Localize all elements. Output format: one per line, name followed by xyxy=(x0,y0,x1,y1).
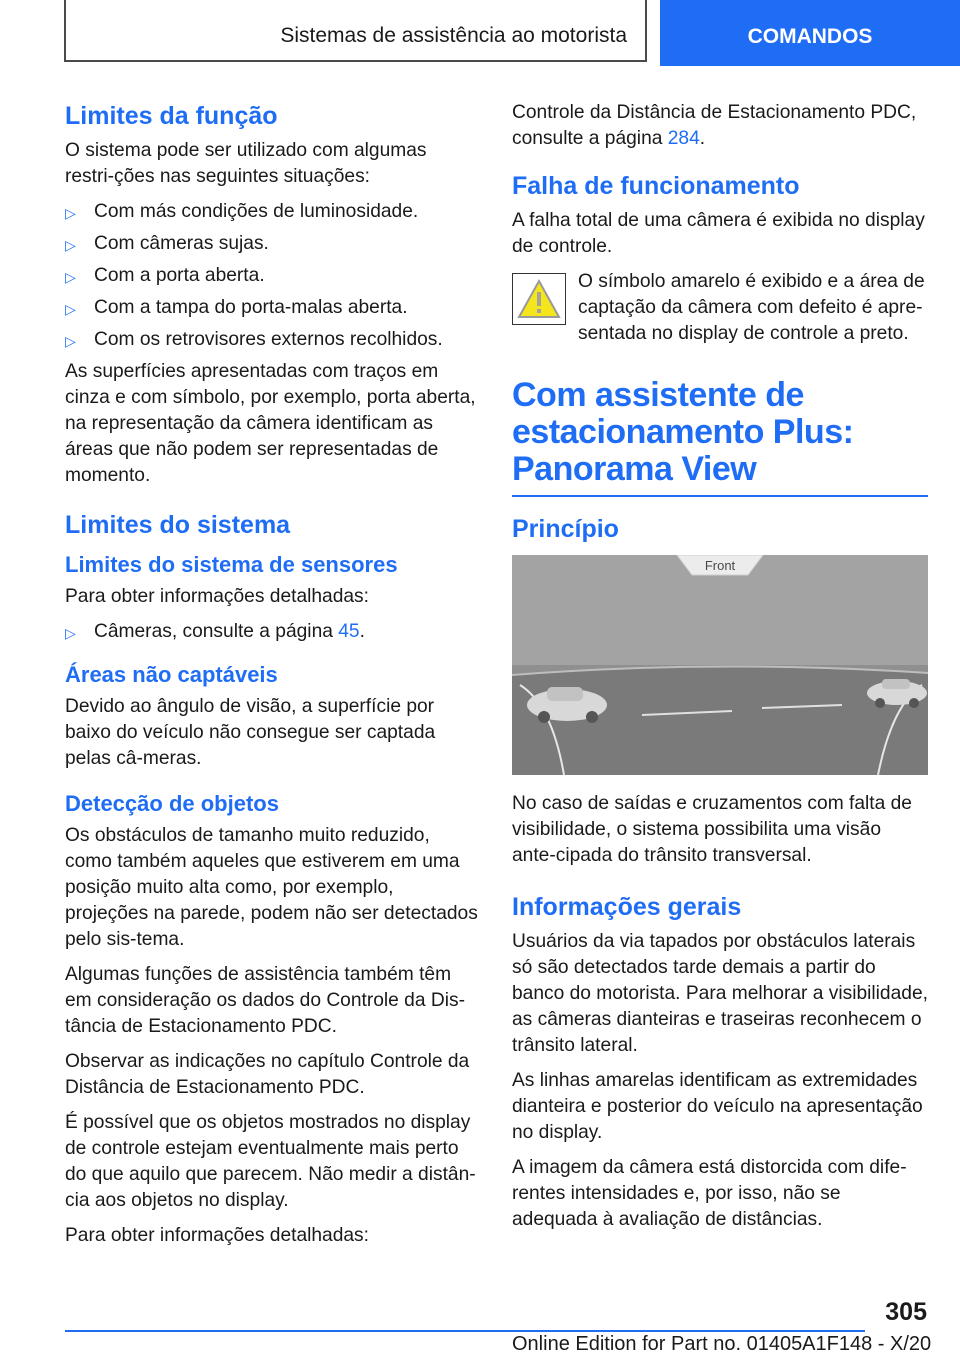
list-item: ▷ Câmeras, consulte a página 45. xyxy=(65,619,479,645)
right-column xyxy=(512,100,928,1242)
page-link-45[interactable]: 45 xyxy=(338,621,360,642)
chapter-label: COMANDOS xyxy=(747,25,873,48)
paragraph-more-info: Para obter informações detalhadas: xyxy=(65,586,369,607)
chapter-heading: Com assistente de estacionamento Plus: Panorama View xyxy=(512,376,854,488)
paragraph-failure: A falha total de uma câmera é exibida no display de controle. xyxy=(512,210,925,257)
paragraph-general-3: A imagem da câmera está distorcida com dife-rentes intensidades e, por isso, não se adequada à avaliação de distâncias. xyxy=(512,1157,907,1230)
paragraph-more-info-2: Para obter informações detalhadas: xyxy=(65,1225,369,1246)
section-title: Sistemas de assistência ao motorista xyxy=(280,24,627,47)
list-item: ▷ Com câmeras sujas. xyxy=(65,231,479,257)
heading-principle: Princípio xyxy=(512,515,619,543)
page-header xyxy=(0,0,960,66)
paragraph-surfaces: As superfícies apresentadas com traços em cinza e com símbolo, por exemplo, porta aberta, na representação da câmera identificam as áreas que não podem ser representadas de momento. xyxy=(65,361,476,486)
paragraph-functions: Algumas funções de assistência também têm em consideração os dados do Controle da Dis-tância de Estacionamento PDC. xyxy=(65,964,465,1037)
paragraph-general-2: As linhas amarelas identificam as extremidades dianteira e posterior do veículo na apresentação no display. xyxy=(512,1070,923,1143)
paragraph-observe: Observar as indicações no capítulo Controle da Distância de Estacionamento PDC. xyxy=(65,1051,470,1098)
paragraph-possible: É possível que os objetos mostrados no display de controle estejam eventualmente mais perto do que aquilo que parecem. Não medir a distân-cia aos objetos no display. xyxy=(65,1112,476,1211)
left-column xyxy=(65,100,479,1258)
list-item: ▷ Com más condições de luminosidade. xyxy=(65,199,479,225)
bullet-triangle-icon: ▷ xyxy=(65,625,76,641)
heading-general-info: Informações gerais xyxy=(512,893,742,921)
camera-front-label: Front xyxy=(704,558,736,573)
heading-failure: Falha de funcionamento xyxy=(512,172,800,200)
page-number: 305 xyxy=(885,1298,927,1326)
paragraph-intro: O sistema pode ser utilizado com algumas restri-ções nas seguintes situações: xyxy=(65,140,427,187)
cameras-list xyxy=(65,619,479,645)
paragraph-detect: Os obstáculos de tamanho muito reduzido, como também aqueles que estiverem em uma posição muito alta como, por exemplo, projeções na parede, podem não ser detectados pelo sis-tema. xyxy=(65,825,478,950)
bullet-triangle-icon: ▷ xyxy=(65,269,76,285)
heading-sensor-limits: Limites do sistema de sensores xyxy=(65,552,398,577)
warning-note xyxy=(512,269,928,347)
list-item: ▷ Com a porta aberta. xyxy=(65,263,479,289)
warning-text: O símbolo amarelo é exibido e a área de captação da câmera com defeito é apre-sentada no display de controle a preto. xyxy=(578,271,925,344)
conditions-list xyxy=(65,199,479,353)
page-link-284[interactable]: 284 xyxy=(667,128,700,149)
footer-edition: Online Edition for Part no. 01405A1F148 - X/20 xyxy=(512,1333,932,1355)
list-item: ▷ Com a tampa do porta-malas aberta. xyxy=(65,295,479,321)
paragraph-areas: Devido ao ângulo de visão, a superfície por baixo do veículo não consegue ser captada pelas câ-meras. xyxy=(65,696,436,769)
list-item: ▷ Com os retrovisores externos recolhidos. xyxy=(65,327,479,353)
bullet-triangle-icon: ▷ xyxy=(65,205,76,221)
section-title-box xyxy=(64,0,647,62)
heading-system-limits: Limites do sistema xyxy=(65,511,291,539)
warning-icon xyxy=(512,273,566,325)
heading-rule xyxy=(512,495,928,497)
paragraph-pdc: Controle da Distância de Estacionamento PDC, consulte a página 284. xyxy=(512,102,917,149)
heading-object-detection: Detecção de objetos xyxy=(65,791,279,816)
bullet-triangle-icon: ▷ xyxy=(65,301,76,317)
paragraph-principle: No caso de saídas e cruzamentos com falta de visibilidade, o sistema possibilita uma visão ante-cipada do trânsito transversal. xyxy=(512,793,912,866)
panorama-camera-image xyxy=(512,555,928,775)
paragraph-general-1: Usuários da via tapados por obstáculos laterais só são detectados tarde demais a partir do banco do motorista. Para melhorar a visibilidade, as câmeras dianteiras e traseiras reconhecem o trânsito lateral. xyxy=(512,931,928,1056)
chapter-tab[interactable] xyxy=(660,0,960,66)
bullet-triangle-icon: ▷ xyxy=(65,237,76,253)
heading-uncaptured-areas: Áreas não captáveis xyxy=(65,662,278,687)
footer-rule xyxy=(65,1330,865,1332)
bullet-triangle-icon: ▷ xyxy=(65,333,76,349)
heading-limits-function: Limites da função xyxy=(65,102,278,130)
